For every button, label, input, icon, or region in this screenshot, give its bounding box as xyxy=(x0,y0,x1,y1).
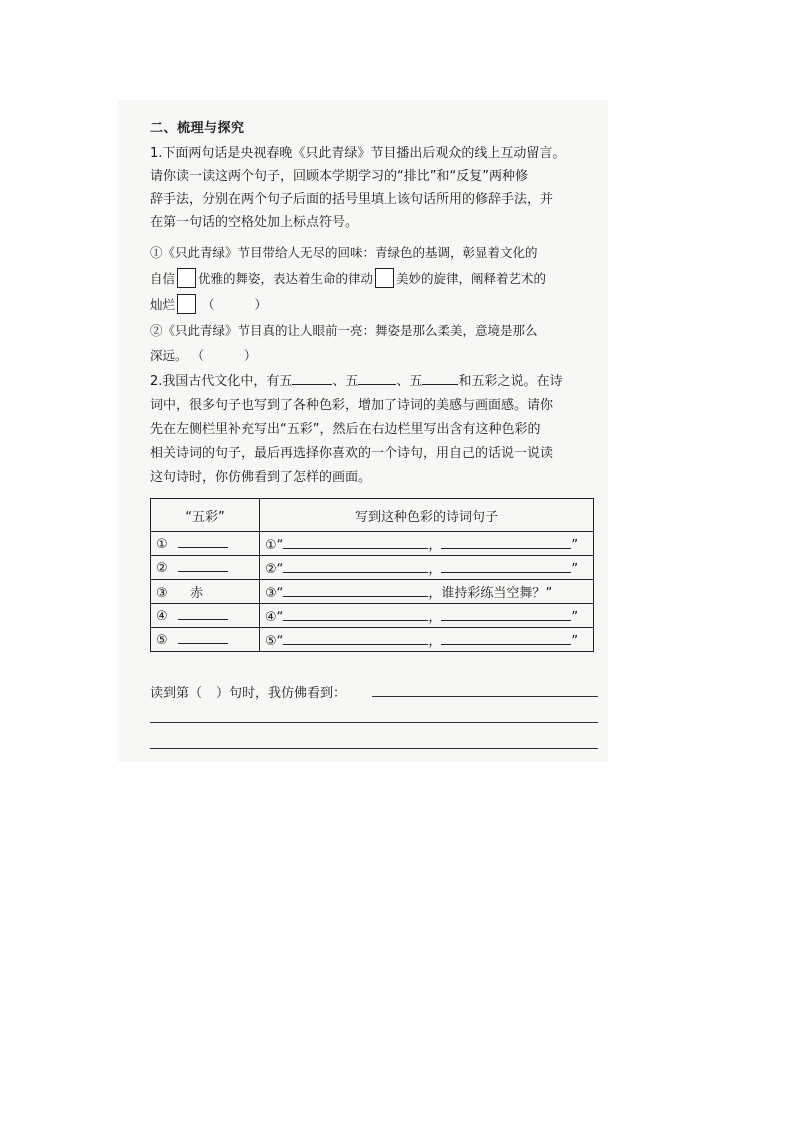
color-value: 赤 xyxy=(190,586,204,601)
answer-line[interactable] xyxy=(372,696,598,697)
reading-prompt xyxy=(150,682,595,705)
row-number: ① xyxy=(156,537,168,552)
sentence-text: 深远。 xyxy=(150,348,188,363)
row-number: ④ xyxy=(265,610,277,625)
fill-blank[interactable] xyxy=(292,372,332,385)
comma: ， xyxy=(428,538,442,553)
header-poem-lines: 写到这种色彩的诗词句子 xyxy=(260,499,594,532)
poem-blank[interactable] xyxy=(441,608,571,621)
row-number: ⑤ xyxy=(265,634,277,649)
q1-instructions xyxy=(150,142,595,234)
table-row xyxy=(151,628,594,652)
q1-line: 请你读一读这两个句子，回顾本学期学习的“排比”和“反复”两种修 xyxy=(150,169,528,184)
poem-blank[interactable] xyxy=(441,560,571,573)
poem-blank[interactable] xyxy=(283,536,428,549)
table-row xyxy=(151,532,594,556)
color-cell xyxy=(151,580,260,604)
quote-open: “ xyxy=(276,538,284,553)
punctuation-box[interactable] xyxy=(177,268,196,288)
q2-line: 这句诗时，你仿佛看到了怎样的画面。 xyxy=(150,470,372,485)
sentence-1-line xyxy=(150,266,595,292)
q2-line: 词中，很多句子也写到了各种色彩，增加了诗词的美感与画面感。请你 xyxy=(150,398,554,413)
row-number: ⑤ xyxy=(156,633,168,648)
answer-line[interactable] xyxy=(150,722,598,723)
table-row xyxy=(151,604,594,628)
row-number: ④ xyxy=(156,609,168,624)
punctuation-box[interactable] xyxy=(375,268,394,288)
quote-open: “ xyxy=(276,562,284,577)
poem-blank[interactable] xyxy=(441,536,571,549)
sentence-1-line xyxy=(150,292,595,318)
q2-text: 、五 xyxy=(332,374,359,389)
q2-instructions xyxy=(150,370,595,490)
poem-blank[interactable] xyxy=(283,560,428,573)
poem-blank[interactable] xyxy=(283,608,428,621)
comma: ， xyxy=(428,562,442,577)
color-cell xyxy=(151,604,260,628)
color-cell xyxy=(151,628,260,652)
comma: ， xyxy=(428,634,442,649)
sentence-text: 美妙的旋律，阐释着艺术的 xyxy=(396,271,547,286)
comma: ， xyxy=(428,586,442,601)
answer-paren-close: ） xyxy=(244,348,257,363)
q2-line xyxy=(150,370,595,394)
section-title: 二、梳理与探究 xyxy=(150,121,245,136)
table-header-row xyxy=(151,499,594,532)
sentence-1-line: ①《只此青绿》节目带给人无尽的回味：青绿色的基调，彰显着文化的 xyxy=(150,245,538,260)
poem-cell xyxy=(260,604,594,628)
poem-blank[interactable] xyxy=(283,584,428,597)
sentence-2-line xyxy=(150,343,595,368)
answer-line[interactable] xyxy=(150,748,598,749)
poem-cell xyxy=(260,532,594,556)
q2-text: 2.我国古代文化中，有五 xyxy=(150,374,293,389)
row-number: ③ xyxy=(156,586,168,601)
color-blank[interactable] xyxy=(178,631,228,644)
answer-paren-open: （ xyxy=(202,297,215,312)
color-blank[interactable] xyxy=(178,607,228,620)
reading-text: 读到第（ xyxy=(150,686,203,701)
q1-line: 在第一句话的空格处加上标点符号。 xyxy=(150,215,359,230)
q1-line: 辞手法，分别在两个句子后面的括号里填上该句话所用的修辞手法，并 xyxy=(150,192,554,207)
table-row xyxy=(151,580,594,604)
table-row xyxy=(151,556,594,580)
answer-paren-open: （ xyxy=(191,348,205,363)
sentence-text: 灿烂 xyxy=(150,297,176,312)
poem-cell xyxy=(260,580,594,604)
quote-close: ” xyxy=(545,586,553,601)
poem-blank[interactable] xyxy=(283,632,428,645)
header-five-colors: “五彩” xyxy=(151,499,260,532)
color-cell xyxy=(151,556,260,580)
quote-close: ” xyxy=(571,610,579,625)
row-number: ② xyxy=(265,562,277,577)
color-blank[interactable] xyxy=(178,535,228,548)
q2-line: 相关诗词的句子，最后再选择你喜欢的一个诗句，用自己的话说一说读 xyxy=(150,446,554,461)
five-colors-table xyxy=(150,498,594,652)
punctuation-box[interactable] xyxy=(177,294,196,314)
row-number: ② xyxy=(156,561,168,576)
quote-close: ” xyxy=(571,634,579,649)
poem-cell xyxy=(260,628,594,652)
quote-open: “ xyxy=(276,634,284,649)
sentence-2-line: ②《只此青绿》节目真的让人眼前一亮：舞姿是那么柔美，意境是那么 xyxy=(150,323,538,338)
poem-cell xyxy=(260,556,594,580)
color-blank[interactable] xyxy=(178,559,228,572)
q1-sentence-2 xyxy=(150,318,595,368)
fill-blank[interactable] xyxy=(422,372,458,385)
q2-text: 、五 xyxy=(396,374,423,389)
quote-close: ” xyxy=(571,562,579,577)
poem-blank[interactable] xyxy=(441,632,571,645)
sentence-text: 优雅的舞姿，表达着生命的律动 xyxy=(198,271,374,286)
q1-sentence-1 xyxy=(150,240,595,318)
q2-text: 和五彩之说。在诗 xyxy=(458,374,563,389)
q2-line: 先在左侧栏里补充写出“五彩”，然后在右边栏里写出含有这种色彩的 xyxy=(150,422,541,437)
row-number: ① xyxy=(265,538,277,553)
sentence-text: 自信 xyxy=(150,271,176,286)
q1-line: 1.下面两句话是央视春晚《只此青绿》节目播出后观众的线上互动留言。 xyxy=(150,146,566,161)
row-number: ③ xyxy=(265,586,277,601)
reading-text: ）句时，我仿佛看到： xyxy=(216,686,347,701)
poem-line-given: 谁持彩练当空舞？ xyxy=(441,586,546,601)
comma: ， xyxy=(428,610,442,625)
color-cell xyxy=(151,532,260,556)
fill-blank[interactable] xyxy=(358,372,396,385)
answer-paren-close: ） xyxy=(254,297,268,312)
quote-open: “ xyxy=(276,586,284,601)
quote-open: “ xyxy=(276,610,284,625)
quote-close: ” xyxy=(571,538,579,553)
